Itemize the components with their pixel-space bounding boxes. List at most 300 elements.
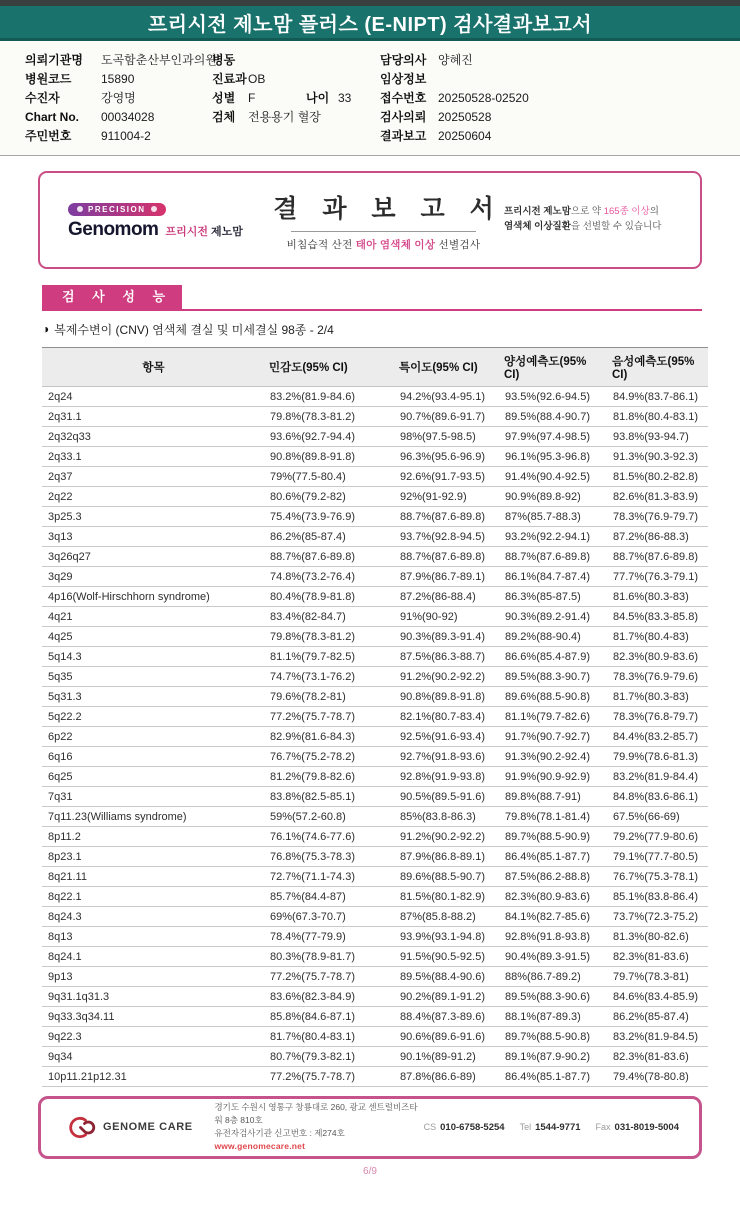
value-cell: 83.2%(81.9-84.6) bbox=[265, 386, 395, 406]
value-cell: 90.8%(89.8-91.8) bbox=[265, 446, 395, 466]
info-row bbox=[25, 88, 212, 107]
brand-name: Genomom bbox=[68, 218, 159, 240]
value-cell: 83.2%(81.9-84.4) bbox=[608, 766, 708, 786]
value-cell: 81.8%(80.4-83.1) bbox=[608, 406, 708, 426]
value-cell: 73.7%(72.3-75.2) bbox=[608, 906, 708, 926]
value-cell: 89.5%(88.3-90.6) bbox=[500, 986, 608, 1006]
header-row bbox=[42, 347, 708, 386]
field-label: 병동 bbox=[212, 53, 236, 67]
contact-number: 031-8019-5004 bbox=[614, 1121, 679, 1133]
value-cell: 82.3%(81-83.6) bbox=[608, 1046, 708, 1066]
value-cell: 92.7%(91.8-93.6) bbox=[395, 746, 500, 766]
region-cell: 4p16(Wolf-Hirschhorn syndrome) bbox=[42, 586, 265, 606]
value-cell: 81.1%(79.7-82.5) bbox=[265, 646, 395, 666]
genome-care-logo bbox=[67, 1114, 198, 1141]
info-row bbox=[212, 88, 378, 107]
value-cell: 89.6%(88.5-90.8) bbox=[500, 686, 608, 706]
field-label: 의뢰기관명 bbox=[25, 53, 83, 67]
banner-side-note bbox=[504, 205, 682, 234]
value-cell: 80.3%(78.9-81.7) bbox=[265, 946, 395, 966]
patient-info-col3 bbox=[378, 50, 740, 145]
field-value: 20250528 bbox=[438, 109, 492, 124]
table-row bbox=[42, 1066, 708, 1086]
brand-kr-dark: 제노맘 bbox=[211, 225, 243, 238]
value-cell: 82.1%(80.7-83.4) bbox=[395, 706, 500, 726]
value-cell: 84.4%(83.2-85.7) bbox=[608, 726, 708, 746]
patient-info-col1 bbox=[0, 50, 217, 145]
value-cell: 78.3%(76.9-79.6) bbox=[608, 666, 708, 686]
value-cell: 93.6%(92.7-94.4) bbox=[265, 426, 395, 446]
value-cell: 76.8%(75.3-78.3) bbox=[265, 846, 395, 866]
value-cell: 72.7%(71.1-74.3) bbox=[265, 866, 395, 886]
value-cell: 97.9%(97.4-98.5) bbox=[500, 426, 608, 446]
value-cell: 83.6%(82.3-84.9) bbox=[265, 986, 395, 1006]
section-header-bar bbox=[42, 285, 702, 311]
field-label: 나이 bbox=[306, 91, 330, 105]
patient-info-panel bbox=[0, 41, 740, 156]
value-cell: 59%(57.2-60.8) bbox=[265, 806, 395, 826]
value-cell: 87.5%(86.2-88.8) bbox=[500, 866, 608, 886]
website-link[interactable]: www.genomecare.net bbox=[214, 1141, 306, 1152]
region-cell: 6q25 bbox=[42, 766, 265, 786]
value-cell: 87.2%(86-88.4) bbox=[395, 586, 500, 606]
value-cell: 67.5%(66-69) bbox=[608, 806, 708, 826]
region-cell: 5q22.2 bbox=[42, 706, 265, 726]
footer-contacts bbox=[424, 1122, 679, 1133]
brand-kr-pink: 프리시전 bbox=[165, 225, 208, 238]
value-cell: 88%(86.7-89.2) bbox=[500, 966, 608, 986]
value-cell: 81.6%(80.3-83) bbox=[608, 586, 708, 606]
info-row bbox=[380, 107, 740, 126]
region-cell: 10p11.21p12.31 bbox=[42, 1066, 265, 1086]
field-value: 00034028 bbox=[101, 109, 155, 124]
value-cell: 84.6%(83.4-85.9) bbox=[608, 986, 708, 1006]
region-cell: 8p23.1 bbox=[42, 846, 265, 866]
table-caption bbox=[42, 321, 698, 338]
value-cell: 92.5%(91.6-93.4) bbox=[395, 726, 500, 746]
info-row bbox=[212, 50, 378, 69]
value-cell: 93.7%(92.8-94.5) bbox=[395, 526, 500, 546]
table-row bbox=[42, 926, 708, 946]
value-cell: 88.7%(87.6-89.8) bbox=[265, 546, 395, 566]
value-cell: 90.9%(89.8-92) bbox=[500, 486, 608, 506]
value-cell: 91.3%(90.3-92.3) bbox=[608, 446, 708, 466]
info-row bbox=[25, 107, 212, 126]
patient-info-col2 bbox=[212, 50, 378, 145]
value-cell: 80.4%(78.9-81.8) bbox=[265, 586, 395, 606]
page-number: 6/9 bbox=[363, 1165, 377, 1177]
value-cell: 89.5%(88.3-90.7) bbox=[500, 666, 608, 686]
section-title: 검 사 성 능 bbox=[42, 285, 182, 309]
genome-care-logo-text: GENOME CARE bbox=[103, 1121, 193, 1134]
table-row bbox=[42, 586, 708, 606]
value-cell: 86.2%(85-87.4) bbox=[608, 1006, 708, 1026]
table-row bbox=[42, 506, 708, 526]
precision-badge bbox=[68, 203, 166, 216]
value-cell: 91%(90-92) bbox=[395, 606, 500, 626]
field-label: 결과보고 bbox=[380, 129, 427, 143]
subtitle-post: 선별검사 bbox=[435, 238, 481, 251]
value-cell: 90.4%(89.3-91.5) bbox=[500, 946, 608, 966]
value-cell: 92%(91-92.9) bbox=[395, 486, 500, 506]
value-cell: 90.7%(89.6-91.7) bbox=[395, 406, 500, 426]
address-line1: 경기도 수원시 영통구 창룡대로 260, 광교 센트럴비즈타워 8층 810호 bbox=[214, 1101, 418, 1125]
banner-center bbox=[263, 189, 504, 252]
table-row bbox=[42, 1006, 708, 1026]
region-cell: 3p25.3 bbox=[42, 506, 265, 526]
table-row bbox=[42, 686, 708, 706]
region-cell: 2q22 bbox=[42, 486, 265, 506]
region-cell: 4q21 bbox=[42, 606, 265, 626]
region-cell: 6q16 bbox=[42, 746, 265, 766]
table-row bbox=[42, 726, 708, 746]
table-row bbox=[42, 526, 708, 546]
value-cell: 77.2%(75.7-78.7) bbox=[265, 706, 395, 726]
field-label: Chart No. bbox=[25, 109, 79, 124]
value-cell: 79.1%(77.7-80.5) bbox=[608, 846, 708, 866]
value-cell: 87.9%(86.8-89.1) bbox=[395, 846, 500, 866]
info-row bbox=[25, 69, 212, 88]
value-cell: 79.6%(78.2-81) bbox=[265, 686, 395, 706]
side-note-text: 을 선별할 수 있습니다 bbox=[570, 221, 662, 232]
field-label: 검체 bbox=[212, 110, 236, 124]
region-cell: 2q31.1 bbox=[42, 406, 265, 426]
field-value: 20250528-02520 bbox=[438, 90, 529, 105]
column-header: 특이도(95% CI) bbox=[395, 347, 500, 386]
value-cell: 77.7%(76.3-79.1) bbox=[608, 566, 708, 586]
region-cell: 5q14.3 bbox=[42, 646, 265, 666]
value-cell: 89.8%(88.7-91) bbox=[500, 786, 608, 806]
field-value: F bbox=[248, 90, 256, 105]
table-row bbox=[42, 546, 708, 566]
table-row bbox=[42, 986, 708, 1006]
value-cell: 82.9%(81.6-84.3) bbox=[265, 726, 395, 746]
value-cell: 84.9%(83.7-86.1) bbox=[608, 386, 708, 406]
column-header: 양성예측도(95% CI) bbox=[500, 347, 608, 386]
region-cell: 7q31 bbox=[42, 786, 265, 806]
contact-number: 1544-9771 bbox=[535, 1121, 581, 1133]
value-cell: 91.9%(90.9-92.9) bbox=[500, 766, 608, 786]
value-cell: 91.3%(90.2-92.4) bbox=[500, 746, 608, 766]
value-cell: 76.7%(75.3-78.1) bbox=[608, 866, 708, 886]
value-cell: 91.2%(90.2-92.2) bbox=[395, 826, 500, 846]
field-label: 수진자 bbox=[25, 91, 60, 105]
side-note-text: 의 bbox=[649, 206, 659, 218]
region-cell: 8p11.2 bbox=[42, 826, 265, 846]
value-cell: 88.4%(87.3-89.6) bbox=[395, 1006, 500, 1026]
table-row bbox=[42, 826, 708, 846]
table-row bbox=[42, 566, 708, 586]
value-cell: 86.4%(85.1-87.7) bbox=[500, 846, 608, 866]
value-cell: 91.2%(90.2-92.2) bbox=[395, 666, 500, 686]
table-row bbox=[42, 706, 708, 726]
table-row bbox=[42, 966, 708, 986]
region-cell: 3q29 bbox=[42, 566, 265, 586]
info-row bbox=[380, 88, 740, 107]
info-row bbox=[212, 107, 378, 126]
region-cell: 2q37 bbox=[42, 466, 265, 486]
value-cell: 86.6%(85.4-87.9) bbox=[500, 646, 608, 666]
field-label: 접수번호 bbox=[380, 91, 427, 105]
value-cell: 82.6%(81.3-83.9) bbox=[608, 486, 708, 506]
table-row bbox=[42, 1026, 708, 1046]
value-cell: 91.5%(90.5-92.5) bbox=[395, 946, 500, 966]
value-cell: 78.3%(76.9-79.7) bbox=[608, 506, 708, 526]
table-row bbox=[42, 846, 708, 866]
value-cell: 76.7%(75.2-78.2) bbox=[265, 746, 395, 766]
field-value: 양혜진 bbox=[438, 53, 473, 67]
region-cell: 8q24.3 bbox=[42, 906, 265, 926]
table-row bbox=[42, 406, 708, 426]
value-cell: 88.7%(87.6-89.8) bbox=[608, 546, 708, 566]
field-value: 전용용기 혈장 bbox=[248, 110, 321, 124]
genome-care-logo-icon bbox=[67, 1114, 97, 1141]
value-cell: 81.7%(80.3-83) bbox=[608, 686, 708, 706]
value-cell: 88.7%(87.6-89.8) bbox=[500, 546, 608, 566]
table-row bbox=[42, 866, 708, 886]
column-header: 항목 bbox=[42, 347, 265, 386]
footer-box bbox=[38, 1096, 702, 1159]
value-cell: 77.2%(75.7-78.7) bbox=[265, 966, 395, 986]
region-cell: 2q33.1 bbox=[42, 446, 265, 466]
value-cell: 89.2%(88-90.4) bbox=[500, 626, 608, 646]
value-cell: 91.4%(90.4-92.5) bbox=[500, 466, 608, 486]
value-cell: 81.1%(79.7-82.6) bbox=[500, 706, 608, 726]
contact-label: Fax bbox=[595, 1121, 611, 1132]
region-cell: 9q33.3q34.11 bbox=[42, 1006, 265, 1026]
field-label: 임상정보 bbox=[380, 72, 427, 86]
value-cell: 84.8%(83.6-86.1) bbox=[608, 786, 708, 806]
footer-address bbox=[214, 1101, 423, 1154]
table-row bbox=[42, 806, 708, 826]
value-cell: 81.7%(80.4-83.1) bbox=[265, 1026, 395, 1046]
value-cell: 87.2%(86-88.3) bbox=[608, 526, 708, 546]
value-cell: 81.3%(80-82.6) bbox=[608, 926, 708, 946]
field-value: 도곡함춘산부인과의원 bbox=[101, 53, 217, 67]
column-header: 음성예측도(95% CI) bbox=[608, 347, 708, 386]
value-cell: 88.7%(87.6-89.8) bbox=[395, 506, 500, 526]
banner-title: 결 과 보 고 서 bbox=[273, 194, 503, 223]
region-cell: 3q13 bbox=[42, 526, 265, 546]
table-caption-text: 복제수변이 (CNV) 염색체 결실 및 미세결실 98종 - 2/4 bbox=[54, 322, 334, 337]
value-cell: 89.7%(88.5-90.9) bbox=[500, 826, 608, 846]
value-cell: 81.5%(80.2-82.8) bbox=[608, 466, 708, 486]
field-value: OB bbox=[248, 71, 266, 86]
region-cell: 8q22.1 bbox=[42, 886, 265, 906]
value-cell: 79.8%(78.3-81.2) bbox=[265, 406, 395, 426]
value-cell: 93.9%(93.1-94.8) bbox=[395, 926, 500, 946]
value-cell: 90.3%(89.2-91.4) bbox=[500, 606, 608, 626]
contact-item bbox=[424, 1122, 505, 1133]
column-header: 민감도(95% CI) bbox=[265, 347, 395, 386]
region-cell: 9p13 bbox=[42, 966, 265, 986]
value-cell: 86.2%(85-87.4) bbox=[265, 526, 395, 546]
value-cell: 89.7%(88.5-90.8) bbox=[500, 1026, 608, 1046]
report-title: 프리시전 제노맘 플러스 (E-NIPT) 검사결과보고서 bbox=[147, 13, 593, 36]
value-cell: 79%(77.5-80.4) bbox=[265, 466, 395, 486]
value-cell: 82.3%(81-83.6) bbox=[608, 946, 708, 966]
brand-name-korean bbox=[165, 223, 242, 239]
value-cell: 86.1%(84.7-87.4) bbox=[500, 566, 608, 586]
table-row bbox=[42, 666, 708, 686]
value-cell: 81.7%(80.4-83) bbox=[608, 626, 708, 646]
info-row bbox=[25, 50, 217, 69]
region-cell: 2q32q33 bbox=[42, 426, 265, 446]
value-cell: 82.3%(80.9-83.6) bbox=[500, 886, 608, 906]
value-cell: 92.8%(91.9-93.8) bbox=[395, 766, 500, 786]
value-cell: 79.4%(78-80.8) bbox=[608, 1066, 708, 1086]
side-note-accent: 165종 이상 bbox=[603, 206, 650, 218]
value-cell: 79.2%(77.9-80.6) bbox=[608, 826, 708, 846]
value-cell: 76.1%(74.6-77.6) bbox=[265, 826, 395, 846]
performance-table-body bbox=[42, 386, 708, 1086]
half-circle-icon: ◑ bbox=[42, 322, 50, 337]
performance-table bbox=[42, 347, 708, 1087]
table-row bbox=[42, 766, 708, 786]
value-cell: 79.8%(78.3-81.2) bbox=[265, 626, 395, 646]
region-cell: 5q35 bbox=[42, 666, 265, 686]
value-cell: 93.5%(92.6-94.5) bbox=[500, 386, 608, 406]
value-cell: 90.6%(89.6-91.6) bbox=[395, 1026, 500, 1046]
value-cell: 98%(97.5-98.5) bbox=[395, 426, 500, 446]
field-label: 검사의뢰 bbox=[380, 110, 427, 124]
value-cell: 84.5%(83.3-85.8) bbox=[608, 606, 708, 626]
table-row bbox=[42, 626, 708, 646]
value-cell: 77.2%(75.7-78.7) bbox=[265, 1066, 395, 1086]
value-cell: 90.8%(89.8-91.8) bbox=[395, 686, 500, 706]
badge-dot-icon bbox=[77, 206, 83, 212]
subtitle-pre: 비침습적 산전 bbox=[286, 238, 356, 251]
value-cell: 90.5%(89.5-91.6) bbox=[395, 786, 500, 806]
value-cell: 86.3%(85-87.5) bbox=[500, 586, 608, 606]
value-cell: 79.8%(78.1-81.4) bbox=[500, 806, 608, 826]
badge-dot-icon bbox=[151, 206, 157, 212]
contact-item bbox=[520, 1122, 581, 1133]
result-report-banner bbox=[38, 171, 702, 269]
value-cell: 89.1%(87.9-90.2) bbox=[500, 1046, 608, 1066]
value-cell: 91.7%(90.7-92.7) bbox=[500, 726, 608, 746]
value-cell: 96.1%(95.3-96.8) bbox=[500, 446, 608, 466]
value-cell: 93.2%(92.2-94.1) bbox=[500, 526, 608, 546]
region-cell: 8q13 bbox=[42, 926, 265, 946]
value-cell: 85%(83.8-86.3) bbox=[395, 806, 500, 826]
value-cell: 80.6%(79.2-82) bbox=[265, 486, 395, 506]
badge-text: PRECISION bbox=[88, 204, 146, 214]
side-note-bold: 염색체 이상질환 bbox=[504, 221, 571, 232]
field-value: 15890 bbox=[101, 71, 135, 86]
value-cell: 96.3%(95.6-96.9) bbox=[395, 446, 500, 466]
banner-subtitle bbox=[263, 237, 504, 252]
table-row bbox=[42, 426, 708, 446]
address-line2: 유전자검사기관 신고번호 : 제274호 bbox=[214, 1128, 345, 1139]
table-row bbox=[42, 606, 708, 626]
table-row bbox=[42, 746, 708, 766]
table-row bbox=[42, 1046, 708, 1066]
value-cell: 69%(67.3-70.7) bbox=[265, 906, 395, 926]
value-cell: 88.7%(87.6-89.8) bbox=[395, 546, 500, 566]
table-row bbox=[42, 446, 708, 466]
value-cell: 81.5%(80.1-82.9) bbox=[395, 886, 500, 906]
value-cell: 85.7%(84.4-87) bbox=[265, 886, 395, 906]
region-cell: 7q11.23(Williams syndrome) bbox=[42, 806, 265, 826]
banner-divider bbox=[291, 231, 476, 232]
table-row bbox=[42, 646, 708, 666]
value-cell: 87%(85.7-88.3) bbox=[500, 506, 608, 526]
value-cell: 87.5%(86.3-88.7) bbox=[395, 646, 500, 666]
region-cell: 8q24.1 bbox=[42, 946, 265, 966]
genomom-logo bbox=[68, 199, 263, 241]
region-cell: 2q24 bbox=[42, 386, 265, 406]
side-note-bold: 프리시전 제노맘 bbox=[504, 206, 571, 218]
region-cell: 3q26q27 bbox=[42, 546, 265, 566]
value-cell: 83.8%(82.5-85.1) bbox=[265, 786, 395, 806]
value-cell: 88.1%(87-89.3) bbox=[500, 1006, 608, 1026]
value-cell: 85.8%(84.6-87.1) bbox=[265, 1006, 395, 1026]
info-row bbox=[25, 126, 212, 145]
value-cell: 89.6%(88.5-90.7) bbox=[395, 866, 500, 886]
value-cell: 81.2%(79.8-82.6) bbox=[265, 766, 395, 786]
info-row bbox=[380, 50, 740, 69]
value-cell: 87.8%(86.6-89) bbox=[395, 1066, 500, 1086]
value-cell: 79.7%(78.3-81) bbox=[608, 966, 708, 986]
contact-label: Tel bbox=[519, 1121, 532, 1132]
region-cell: 4q25 bbox=[42, 626, 265, 646]
value-cell: 92.8%(91.8-93.8) bbox=[500, 926, 608, 946]
value-cell: 75.4%(73.9-76.9) bbox=[265, 506, 395, 526]
contact-item bbox=[596, 1122, 679, 1133]
value-cell: 90.3%(89.3-91.4) bbox=[395, 626, 500, 646]
field-label: 진료과 bbox=[212, 72, 247, 86]
info-row bbox=[212, 69, 378, 88]
performance-table-head bbox=[42, 347, 708, 386]
info-row bbox=[380, 126, 740, 145]
region-cell: 6p22 bbox=[42, 726, 265, 746]
field-label: 성별 bbox=[212, 91, 236, 105]
value-cell: 89.5%(88.4-90.6) bbox=[395, 966, 500, 986]
value-cell: 94.2%(93.4-95.1) bbox=[395, 386, 500, 406]
value-cell: 90.2%(89.1-91.2) bbox=[395, 986, 500, 1006]
contact-label: CS bbox=[423, 1121, 437, 1132]
value-cell: 78.4%(77-79.9) bbox=[265, 926, 395, 946]
value-cell: 90.1%(89-91.2) bbox=[395, 1046, 500, 1066]
field-value: 33 bbox=[338, 90, 352, 105]
region-cell: 8q21.11 bbox=[42, 866, 265, 886]
value-cell: 83.4%(82-84.7) bbox=[265, 606, 395, 626]
table-row bbox=[42, 886, 708, 906]
field-value: 강영명 bbox=[101, 91, 136, 105]
value-cell: 87.9%(86.7-89.1) bbox=[395, 566, 500, 586]
contact-number: 010-6758-5254 bbox=[440, 1121, 505, 1133]
value-cell: 93.8%(93-94.7) bbox=[608, 426, 708, 446]
table-row bbox=[42, 786, 708, 806]
table-row bbox=[42, 486, 708, 506]
value-cell: 86.4%(85.1-87.7) bbox=[500, 1066, 608, 1086]
value-cell: 74.7%(73.1-76.2) bbox=[265, 666, 395, 686]
value-cell: 79.9%(78.6-81.3) bbox=[608, 746, 708, 766]
field-value: 911004-2 bbox=[101, 128, 151, 143]
table-row bbox=[42, 906, 708, 926]
info-row bbox=[380, 69, 740, 88]
region-cell: 9q34 bbox=[42, 1046, 265, 1066]
region-cell: 9q22.3 bbox=[42, 1026, 265, 1046]
region-cell: 9q31.1q31.3 bbox=[42, 986, 265, 1006]
field-value: 20250604 bbox=[438, 128, 492, 143]
value-cell: 89.5%(88.4-90.7) bbox=[500, 406, 608, 426]
table-row bbox=[42, 946, 708, 966]
table-row bbox=[42, 466, 708, 486]
region-cell: 5q31.3 bbox=[42, 686, 265, 706]
value-cell: 84.1%(82.7-85.6) bbox=[500, 906, 608, 926]
